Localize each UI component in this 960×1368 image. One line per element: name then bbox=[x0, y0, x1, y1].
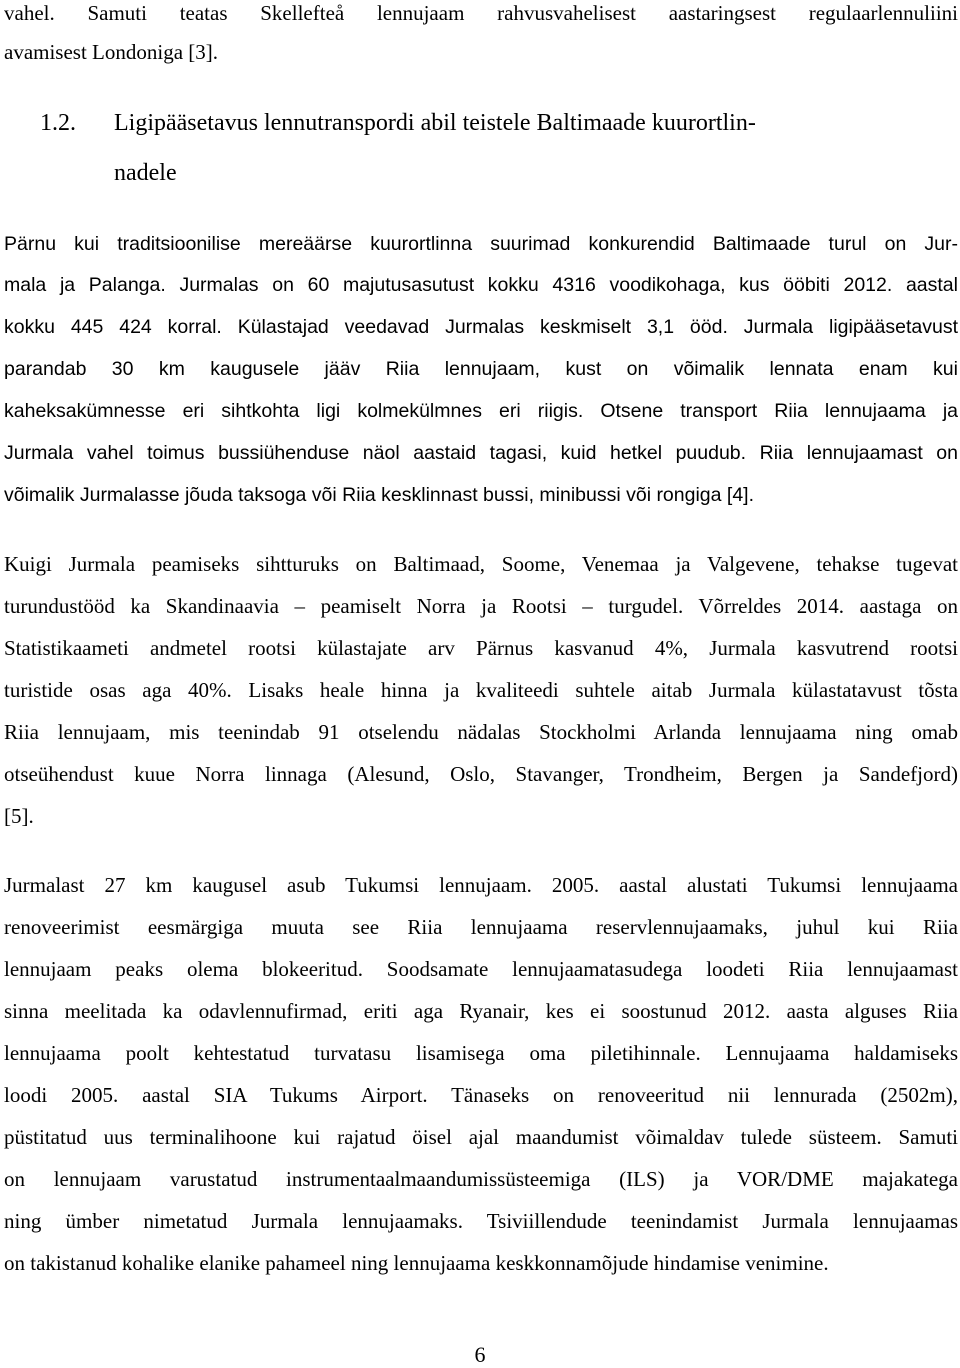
intro-line: vahel. Samuti teatas Skellefteå lennujaam rahvusvahelisest aastaringsest regulaarlennuliini bbox=[4, 1, 958, 25]
paragraph-line: kaheksakümnesse eri sihtkohta ligi kolmekülmnes eri riigis. Otsene transport Riia lennujaama ja bbox=[4, 400, 958, 422]
paragraph-line: sinna meelitada ka odavlennufirmad, eriti aga Ryanair, kes ei soostunud 2012. aasta alguses Riia bbox=[4, 999, 958, 1023]
paragraph-line: parandab 30 km kaugusele jääv Riia lennujaam, kust on võimalik lennata enam kui bbox=[4, 358, 958, 380]
paragraph-line: [5]. bbox=[4, 804, 34, 828]
paragraph-line: Pärnu kui traditsioonilise mereäärse kuurortlinna suurimad konkurendid Baltimaade turul on Jur- bbox=[4, 233, 958, 255]
page-number: 6 bbox=[474, 1342, 486, 1367]
paragraph-line: renoveerimist eesmärgiga muuta see Riia lennujaama reservlennujaamaks, juhul kui Riia bbox=[4, 915, 958, 939]
section-title: Ligipääsetavus lennutranspordi abil teistele Baltimaade kuurortlin- bbox=[114, 110, 756, 136]
paragraph-line: Statistikaameti andmetel rootsi külastajate arv Pärnus kasvanud 4%, Jurmala kasvutrend rootsi bbox=[4, 636, 958, 660]
paragraph-line: Kuigi Jurmala peamiseks sihtturuks on Baltimaad, Soome, Venemaa ja Valgevene, tehakse tugevat bbox=[4, 552, 958, 576]
paragraph-line: mala ja Palanga. Jurmalas on 60 majutusasutust kokku 4316 voodikohaga, kus ööbiti 2012. aastal bbox=[4, 274, 958, 296]
paragraph-line: püstitatud uus terminalihoone kui rajatud öisel ajal maandumist võimaldav tulede süsteem. Samuti bbox=[4, 1125, 958, 1149]
paragraph-line: loodi 2005. aastal SIA Tukums Airport. Tänaseks on renoveeritud nii lennurada (2502m), bbox=[4, 1083, 958, 1107]
paragraph-line: lennujaama poolt kehtestatud turvatasu lisamisega oma piletihinnale. Lennujaama haldamiseks bbox=[4, 1041, 958, 1065]
intro-line: avamisest Londoniga [3]. bbox=[4, 40, 219, 64]
paragraph-line: turundustööd ka Skandinaavia – peamiselt Norra ja Rootsi – turgudel. Võrreldes 2014. aastaga on bbox=[4, 594, 958, 618]
paragraph-line: Riia lennujaam, mis teenindab 91 otselendu nädalas Stockholmi Arlanda lennujaama ning omab bbox=[4, 720, 958, 744]
paragraph-line: otseühendust kuue Norra linnaga (Alesund, Oslo, Stavanger, Trondheim, Bergen ja Sandefjord) bbox=[4, 762, 958, 786]
paragraph-line: ning ümber nimetatud Jurmala lennujaamaks. Tsiviillendude teenindamist Jurmala lennujaamas bbox=[4, 1209, 958, 1233]
paragraph-line: on lennujaam varustatud instrumentaalmaandumissüsteemiga (ILS) ja VOR/DME majakatega bbox=[4, 1167, 958, 1191]
paragraph-line: võimalik Jurmalasse jõuda taksoga või Riia kesklinnast bussi, minibussi või rongiga [4]. bbox=[4, 484, 755, 506]
paragraph-line: Jurmala vahel toimus bussiühenduse näol aastaid tagasi, kuid hetkel puudub. Riia lennujaamast on bbox=[4, 442, 958, 464]
paragraph-line: on takistanud kohalike elanike pahameel ning lennujaama keskkonnamõjude hindamise venimine. bbox=[4, 1251, 829, 1275]
section-title-continuation: nadele bbox=[114, 160, 177, 186]
paragraph-line: turistide osas aga 40%. Lisaks heale hinna ja kvaliteedi suhtele aitab Jurmala külastatavust tõsta bbox=[4, 678, 958, 702]
paragraph-line: kokku 445 424 korral. Külastajad veedavad Jurmalas keskmiselt 3,1 ööd. Jurmala ligipääsetavust bbox=[4, 316, 958, 338]
paragraph-line: Jurmalast 27 km kaugusel asub Tukumsi lennujaam. 2005. aastal alustati Tukumsi lennujaama bbox=[4, 873, 958, 897]
section-number: 1.2. bbox=[40, 110, 76, 136]
paragraph-line: lennujaam peaks olema blokeeritud. Soodsamate lennujaamatasudega loodeti Riia lennujaamast bbox=[4, 957, 958, 981]
